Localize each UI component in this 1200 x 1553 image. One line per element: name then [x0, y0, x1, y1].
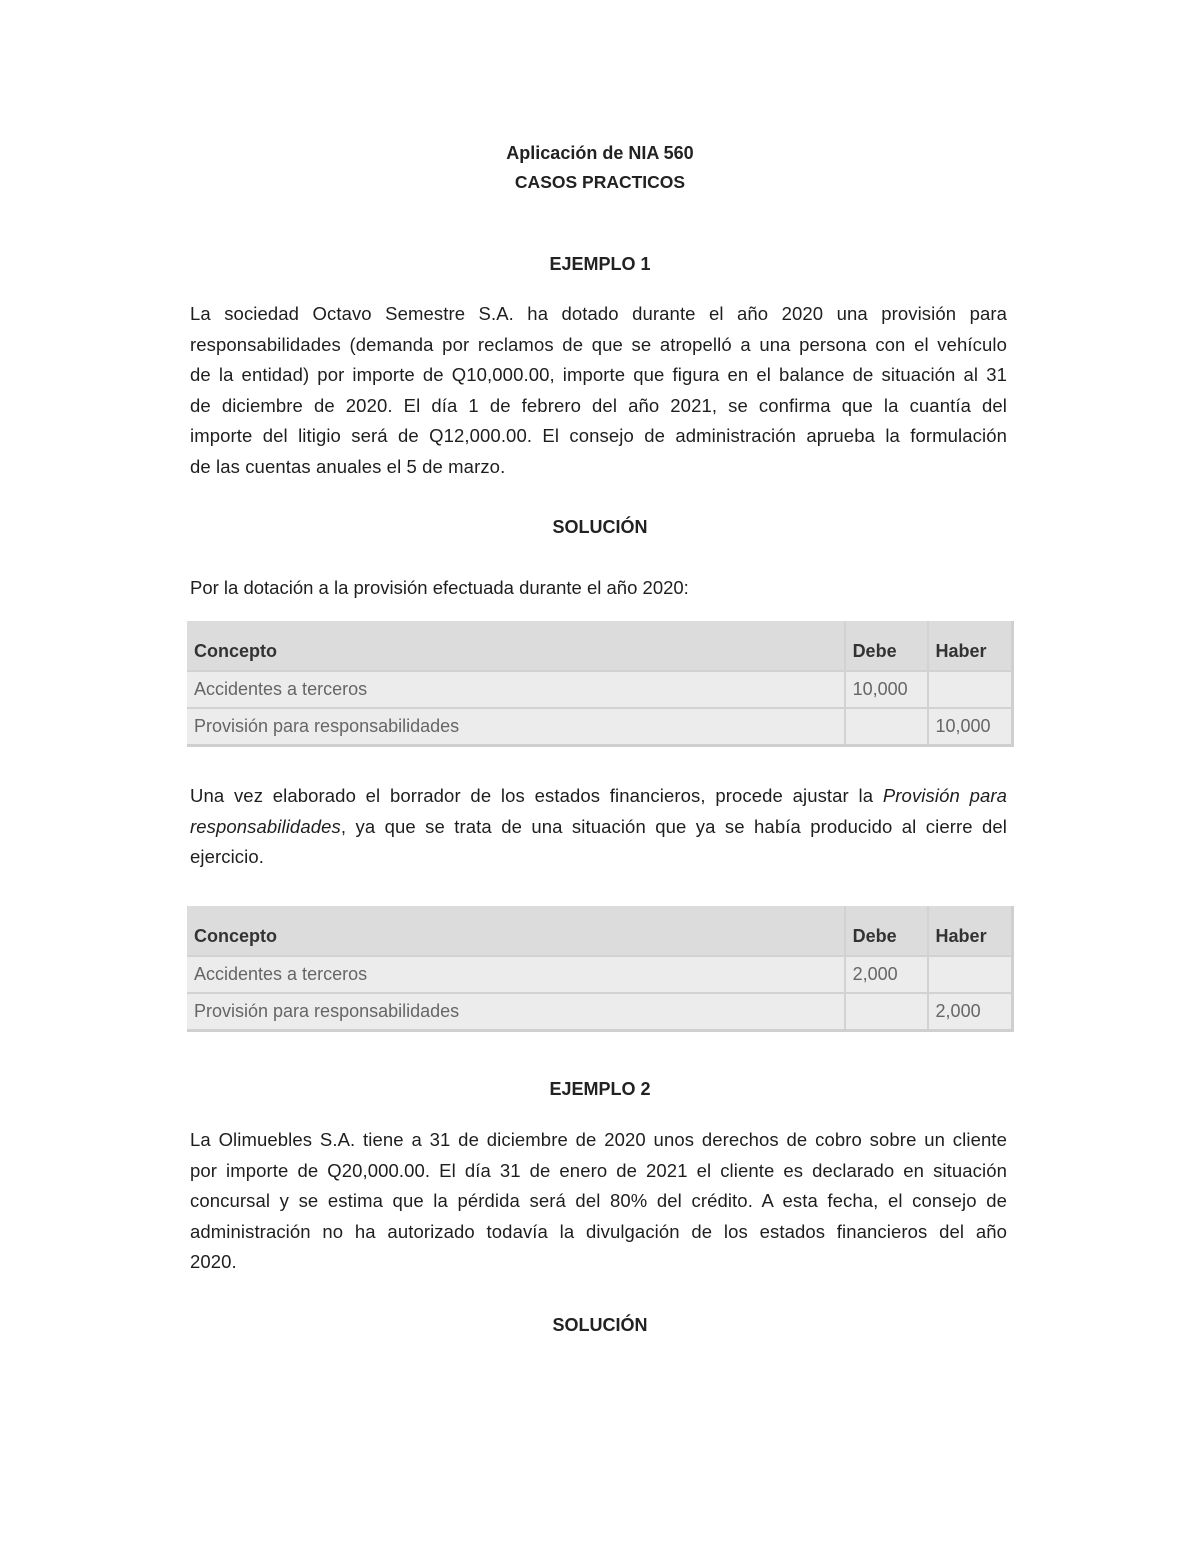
cell-haber: 2,000 — [928, 993, 1013, 1030]
cell-concepto: Provisión para responsabilidades — [187, 708, 845, 745]
adjust-text: Una vez elaborado el borrador de los estados financieros, procede ajustar la — [190, 785, 874, 806]
table-header-row — [187, 621, 1013, 671]
journal-table-2 — [187, 906, 1014, 1032]
adjust-emphasis: Provisión para — [882, 785, 1007, 806]
example2-paragraph — [190, 1125, 1007, 1278]
header-concepto: Concepto — [187, 621, 845, 671]
cell-debe: 2,000 — [845, 956, 928, 993]
example1-line: importe del litigio será de Q12,000.00. El consejo de administración aprueba la formulación — [190, 425, 1007, 446]
cell-concepto: Accidentes a terceros — [187, 671, 845, 708]
table-row — [187, 956, 1013, 993]
cell-debe — [845, 993, 928, 1030]
example1-line: responsabilidades (demanda por reclamos de que se atropelló a una persona con el vehículo — [190, 333, 1007, 355]
cell-haber — [928, 671, 1013, 708]
example2-line: 2020. — [190, 1251, 237, 1272]
example2-line: La Olimuebles S.A. tiene a 31 de diciembre de 2020 unos derechos de cobro sobre un cliente — [190, 1129, 1007, 1150]
adjust-emphasis: responsabilidades — [190, 815, 341, 837]
header-haber: Haber — [928, 906, 1013, 956]
example2-solution-heading: SOLUCIÓN — [552, 1315, 648, 1335]
example1-paragraph — [190, 299, 1007, 482]
adjust-line-2 — [190, 812, 1007, 843]
table-header-row — [187, 906, 1013, 956]
example1-line: La sociedad Octavo Semestre S.A. ha dotado durante el año 2020 una provisión para — [190, 303, 1007, 324]
example2-line: administración no ha autorizado todavía la divulgación de los estados financieros del año — [190, 1220, 1007, 1242]
document-title: Aplicación de NIA 560 — [506, 143, 694, 163]
example1-intro: Por la dotación a la provisión efectuada durante el año 2020: — [190, 577, 689, 598]
header-haber: Haber — [928, 621, 1013, 671]
journal-table-1 — [187, 621, 1014, 747]
example2-line: por importe de Q20,000.00. El día 31 de enero de 2021 el cliente es declarado en situación — [190, 1159, 1007, 1181]
example1-line: de diciembre de 2020. El día 1 de febrero del año 2021, se confirma que la cuantía del — [190, 394, 1007, 416]
example2-heading: EJEMPLO 2 — [549, 1079, 651, 1099]
table-row — [187, 671, 1013, 708]
header-debe: Debe — [845, 621, 928, 671]
example1-line: de las cuentas anuales el 5 de marzo. — [190, 455, 506, 477]
header-concepto: Concepto — [187, 906, 845, 956]
cell-haber — [928, 956, 1013, 993]
adjust-text: , ya que se trata de una situación que ya se había producido al cierre del — [340, 815, 1007, 837]
document-subtitle: CASOS PRACTICOS — [514, 172, 686, 192]
table-row — [187, 993, 1013, 1030]
cell-haber: 10,000 — [928, 708, 1013, 745]
example2-line: concursal y se estima que la pérdida será del 80% del crédito. A esta fecha, el consejo de — [190, 1190, 1007, 1211]
header-debe: Debe — [845, 906, 928, 956]
example1-solution-heading: SOLUCIÓN — [552, 517, 648, 537]
example1-line: de la entidad) por importe de Q10,000.00, importe que figura en el balance de situación al 31 — [190, 364, 1007, 385]
cell-debe — [845, 708, 928, 745]
cell-concepto: Provisión para responsabilidades — [187, 993, 845, 1030]
cell-debe: 10,000 — [845, 671, 928, 708]
table-row — [187, 708, 1013, 745]
adjust-line-3: ejercicio. — [190, 846, 264, 867]
cell-concepto: Accidentes a terceros — [187, 956, 845, 993]
adjust-line-1 — [190, 781, 1007, 812]
adjust-paragraph — [190, 781, 1007, 873]
example1-heading: EJEMPLO 1 — [549, 254, 651, 274]
